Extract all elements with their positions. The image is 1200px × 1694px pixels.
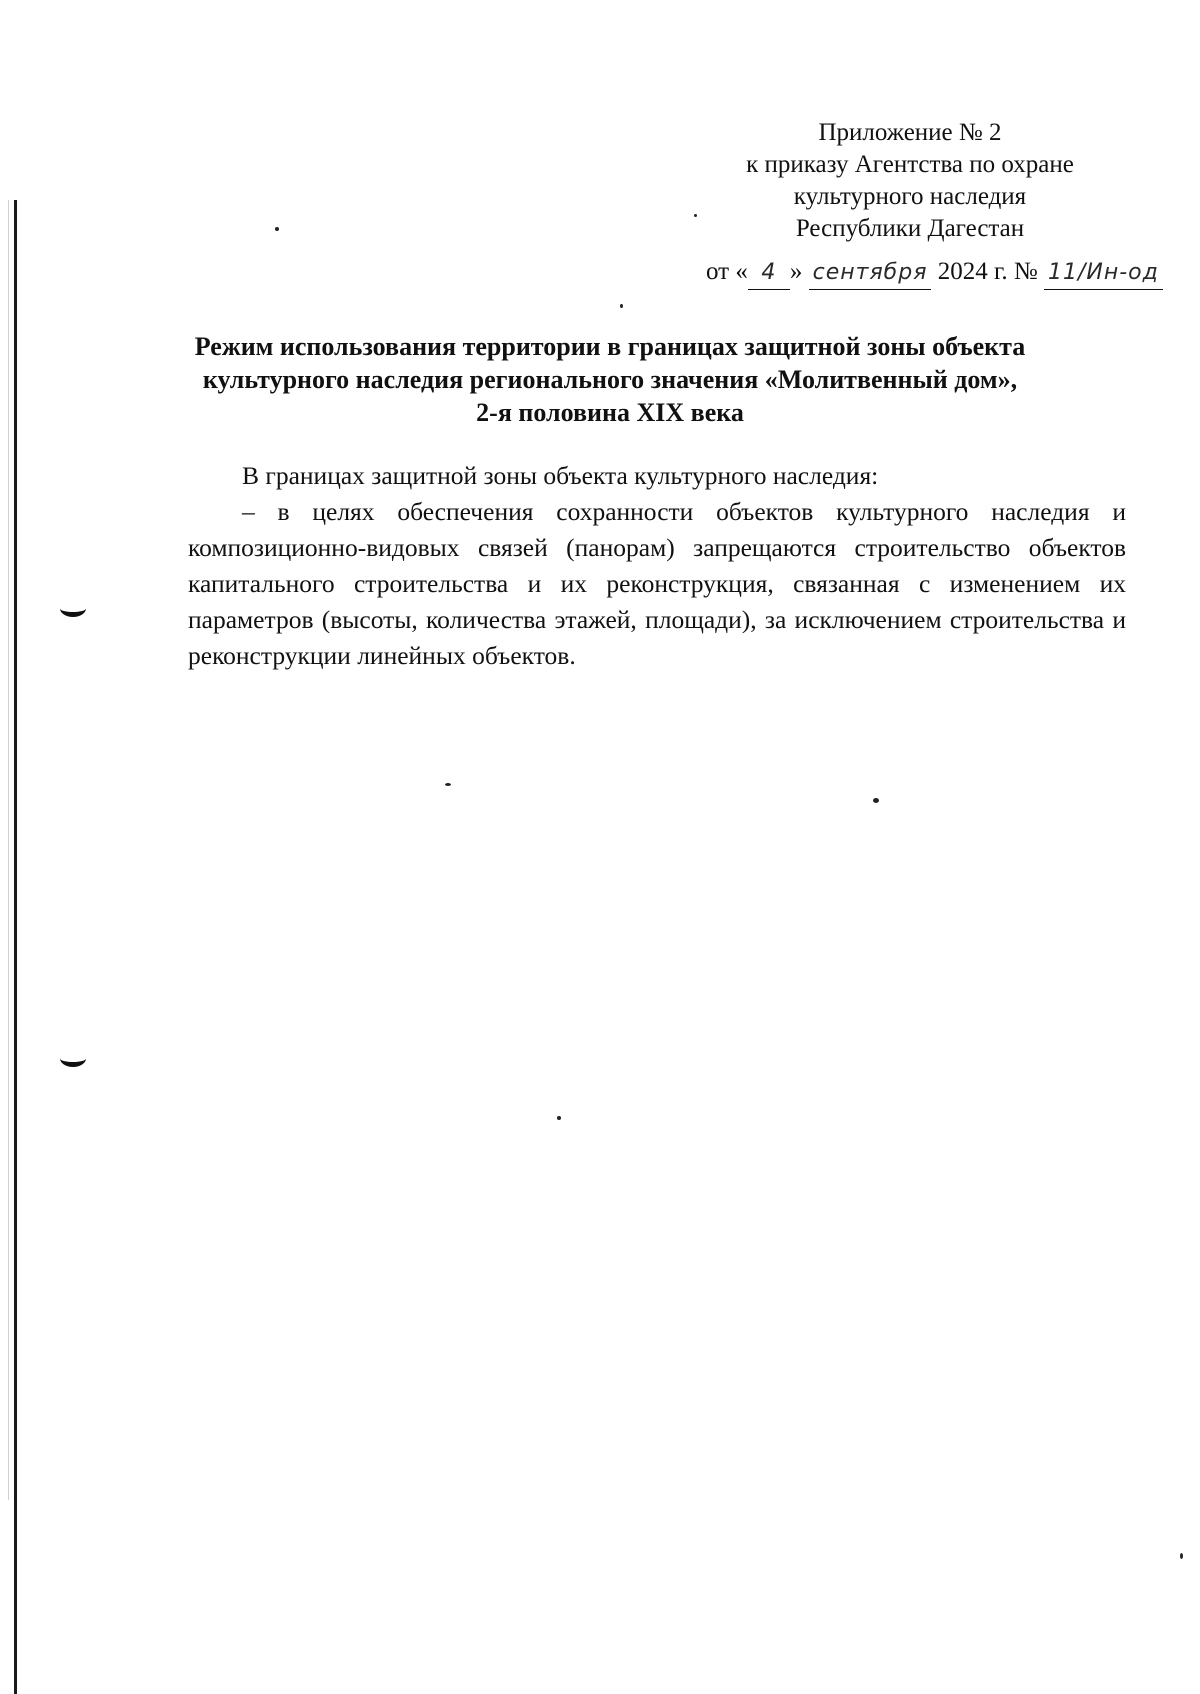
number-prefix: № [1013, 258, 1038, 285]
document-body [188, 458, 1126, 674]
scan-speck [445, 783, 451, 786]
date-day-handwritten: 4 [748, 257, 790, 290]
date-month-handwritten: сентября [809, 257, 932, 290]
restriction-paragraph: – в целях обеспечения сохранности объектов культурного наследия и композиционно-видовых связей (панорам) запрещаются строительство объектов капитального строительства и их реконструкция, связанная с изменением их параметров (высоты, количества этажей, площади), за исключением строительства и реконструкции линейных объектов. [188, 497, 1126, 670]
scan-mark [60, 1050, 86, 1067]
scan-speck [620, 304, 623, 308]
scan-mark [60, 600, 86, 617]
title-line: культурного наследия регионального значения «Молитвенный дом», [202, 365, 1018, 394]
document-title [160, 330, 1060, 429]
intro-paragraph: В границах защитной зоны объекта культурного наследия: [242, 461, 879, 490]
appendix-header [700, 117, 1120, 245]
title-line: Режим использования территории в границах защитной зоны объекта [194, 332, 1026, 361]
header-line: Республики Дагестан [795, 215, 1025, 242]
title-line: 2-я половина XIX века [476, 398, 744, 427]
scan-speck [694, 214, 697, 217]
date-mid: » [789, 258, 803, 285]
order-number-handwritten: 11/Ин-од [1044, 257, 1163, 290]
date-prefix: от « [706, 258, 748, 285]
scan-edge-faint-line [8, 200, 9, 1500]
scan-speck [873, 798, 879, 803]
scan-speck [275, 227, 279, 231]
header-line: культурного наследия [793, 183, 1027, 210]
scan-edge-line [14, 200, 17, 1694]
header-line: Приложение № 2 [818, 119, 1002, 146]
date-year: 2024 г. [937, 258, 1008, 285]
scan-speck [557, 1116, 561, 1120]
scan-speck [1180, 1553, 1183, 1559]
header-line: к приказу Агентства по охране [746, 151, 1074, 178]
order-date-line [706, 256, 1186, 290]
